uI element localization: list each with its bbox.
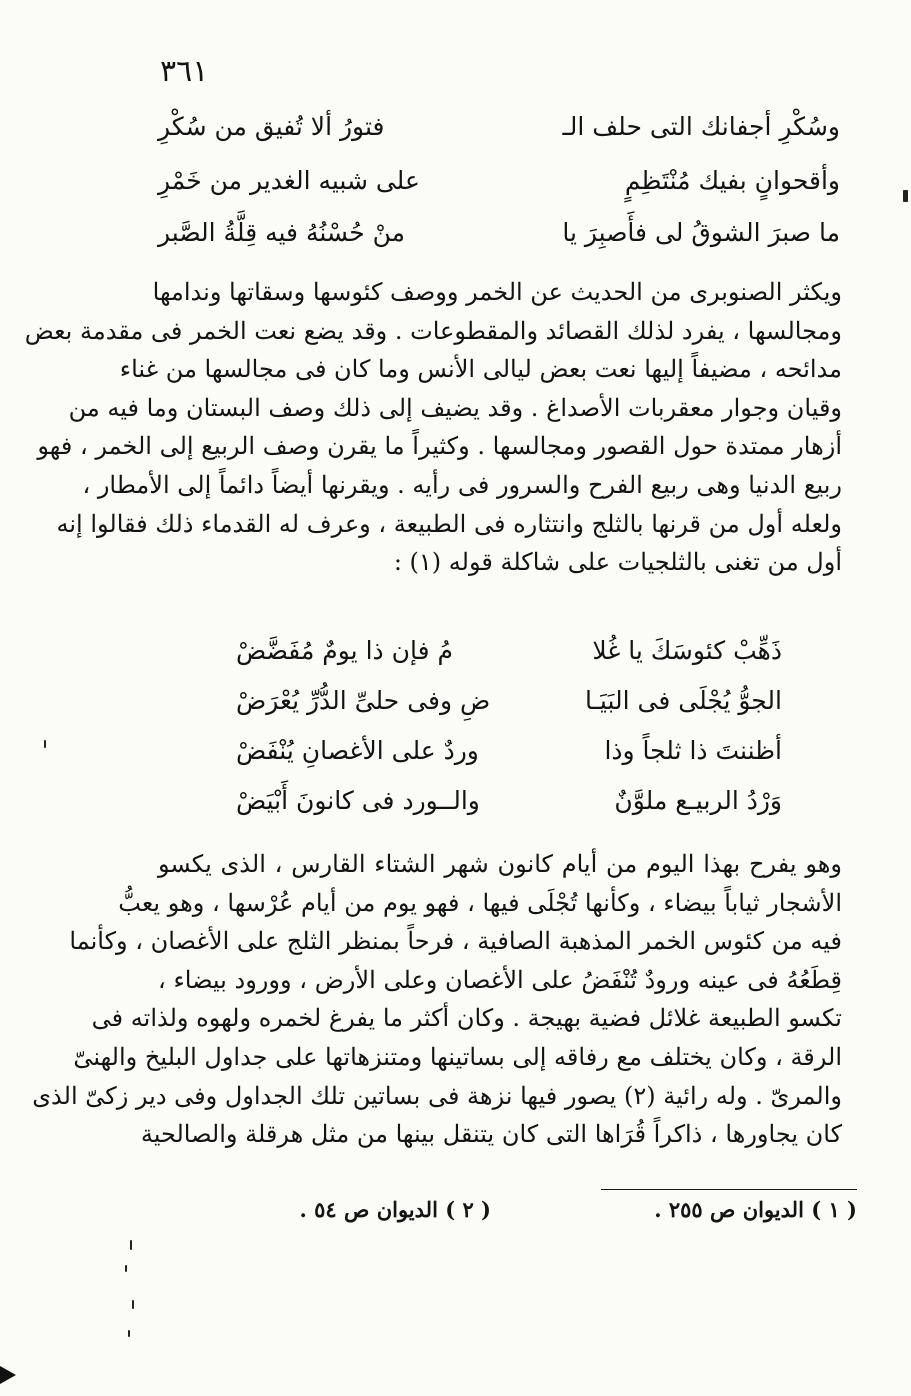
top-verse-line <box>158 166 840 195</box>
verse-second-hemistich: والــورد فى كانونَ أَبْيَضْ <box>236 786 480 815</box>
prose-line: تكسو الطبيعة غلائل فضية بهيجة . وكان أكثر ما يفرغ لخمره ولهوه ولذاته فى <box>91 1004 842 1033</box>
prose-line: ويكثر الصنوبرى من الحديث عن الخمر ووصف كئوسها وسقاتها وندامها <box>152 278 842 306</box>
poem-verse-line <box>236 786 782 815</box>
scan-margin-mark <box>130 1240 132 1250</box>
footnote-divider <box>601 1189 857 1190</box>
top-verse-line <box>158 218 840 247</box>
verse-second-hemistich: على شبيه الغدير من خَمْرِ <box>158 166 420 195</box>
scan-margin-mark <box>128 1330 130 1337</box>
verse-first-hemistich: وأقحوانٍ بفيك مُنْتَظِمٍ <box>624 166 840 195</box>
scan-margin-mark <box>132 1300 134 1309</box>
prose-line: والمرىّ . وله رائية (٢) يصور فيها نزهة فى بساتين تلك الجداول وفى دير زكىّ الذى <box>32 1081 842 1110</box>
poem-verse-line <box>236 636 782 665</box>
verse-first-hemistich: ما صبرَ الشوقُ لى فأَصبِرَ يا <box>562 218 840 247</box>
verse-first-hemistich: وَرْدُ الربيـع ملوَّنٌ <box>614 786 782 815</box>
verse-second-hemistich: مُ فإن ذا يومٌ مُفَضَّضْ <box>236 636 453 665</box>
prose-line: ولعله أول من قرنها بالثلج وانتثاره فى الطبيعة ، وعرف له القدماء ذلك فقالوا إنه <box>56 509 842 538</box>
prose-line: كان يجاورها ، ذاكراً قُرَاها التى كان يتنقل بينها من مثل هرقلة والصالحية <box>140 1120 842 1149</box>
page-number: ٣٦١ <box>160 54 209 89</box>
prose-line: ومجالسها ، يفرد لذلك القصائد والمقطوعات . وقد يضع نعت الخمر فى مقدمة بعض <box>24 316 842 345</box>
verse-second-hemistich: ضِ وفى حلىِّ الدُّرِّ يُعْرَضْ <box>236 686 491 715</box>
verse-second-hemistich: منْ حُسْنُهُ فيه قِلَّةُ الصَّبر <box>158 218 406 247</box>
prose-line: مدائحه ، مضيفاً إليها نعت بعض ليالى الأنس وما كان فى مجالسها من غناء <box>119 355 842 384</box>
scan-margin-mark <box>44 740 46 748</box>
prose-line: وقيان وجوار معقربات الأصداغ . وقد يضيف إلى ذلك وصف البستان وما فيه من <box>68 393 842 422</box>
paragraph-snow-description <box>32 845 842 1154</box>
verse-second-hemistich: فتورُ ألا تُفيق من سُكْرِ <box>158 112 385 141</box>
prose-line: وهو يفرح بهذا اليوم من أيام كانون شهر الشتاء القارس ، الذى يكسو <box>158 850 842 878</box>
prose-line: أول من تغنى بالثلجيات على شاكلة قوله (١) : <box>393 548 842 577</box>
verse-first-hemistich: ذَهِّبْ كئوسَكَ يا غُلا <box>592 636 782 665</box>
scan-margin-mark <box>903 190 908 202</box>
verse-first-hemistich: أظننتَ ذا ثلجاً وذا <box>604 736 782 765</box>
verse-first-hemistich: الجوُّ يُجْلَى فى البَيَـا <box>584 686 782 715</box>
prose-line: أزهار ممتدة حول القصور ومجالسها . وكثيراً ما يقرن وصف الربيع إلى الخمر ، فهو <box>37 432 842 461</box>
prose-line: فيه من كئوس الخمر المذهبة الصافية ، فرحاً بمنظر الثلج على الأغصان ، وكأنما <box>69 927 842 956</box>
prose-line: الأشجار ثياباً بيضاء ، وكأنها تُجْلَى فيها ، فهو يوم من أيام عُرْسها ، وهو يعبُّ <box>118 888 842 917</box>
prose-line: قِطَعُهُ فى عينه ورودٌ تُنْفَضُ على الأغصان وعلى الأرض ، وورود بيضاء ، <box>158 965 842 994</box>
poem-verse-line <box>236 736 782 765</box>
prose-line: الرقة ، وكان يختلف مع رفاقه إلى بساتينها ومتنزهاتها على جداول البليخ والهنىّ <box>73 1042 842 1071</box>
poem-verse-line <box>236 686 782 715</box>
verse-first-hemistich: وسُكْرِ أجفانك التى حلف الـ <box>562 112 840 141</box>
top-verse-line <box>158 112 840 141</box>
scan-margin-mark <box>125 1265 127 1272</box>
verse-second-hemistich: وردٌ على الأغصانِ يُنْفَضْ <box>236 736 479 765</box>
paragraph-wine-description <box>24 273 842 582</box>
scan-corner-mark <box>0 1366 16 1384</box>
prose-line: ربيع الدنيا وهى ربيع الفرح والسرور فى رأيه . ويقرنها أيضاً دائماً إلى الأمطار ، <box>82 470 842 499</box>
footnote-2: ( ٢ ) الديوان ص ٥٤ . <box>299 1197 491 1222</box>
footnote-1: ( ١ ) الديوان ص ٢٥٥ . <box>654 1197 857 1222</box>
